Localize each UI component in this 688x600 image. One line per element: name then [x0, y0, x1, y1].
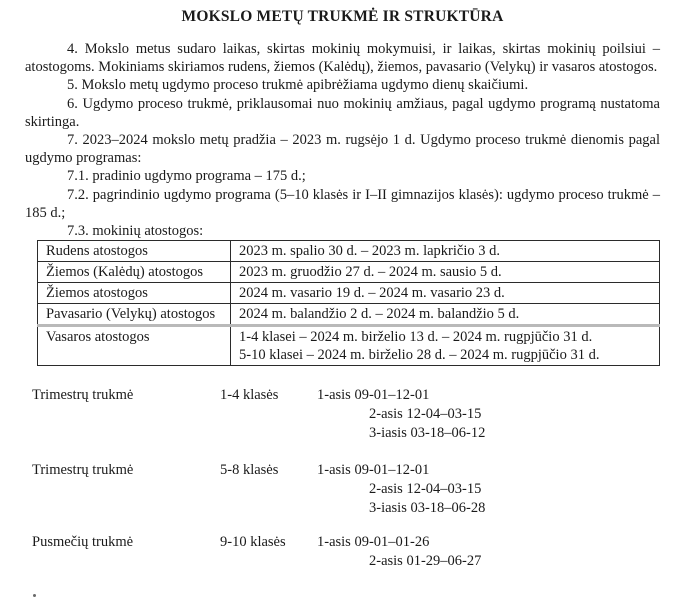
period-line: 3-iasis 03-18–06-28 [369, 500, 486, 517]
schedule-label: Pusmečių trukmė [32, 534, 134, 551]
vacation-name: Rudens atostogos [38, 241, 231, 262]
table-row [38, 326, 660, 366]
vacation-dates [231, 241, 660, 262]
schedule-classes: 9-10 klasės [220, 534, 286, 551]
schedule-label: Trimestrų trukmė [32, 387, 134, 404]
paragraph-7-1: 7.1. pradinio ugdymo programa – 175 d.; [67, 168, 306, 185]
page-title: MOKSLO METŲ TRUKMĖ IR STRUKTŪRA [181, 8, 504, 25]
schedule-periods [317, 533, 660, 571]
schedule-classes: 5-8 klasės [220, 462, 279, 479]
date-range: 2023 m. gruodžio 27 d. – 2024 m. sausio 5 d. [239, 264, 502, 281]
spacer [25, 518, 660, 533]
vacation-name: Žiemos atostogos [38, 283, 231, 304]
date-range: 2024 m. vasario 19 d. – 2024 m. vasario 23 d. [239, 285, 505, 302]
period-line: 1-asis 09-01–12-01 [317, 462, 430, 479]
vacation-table [37, 240, 660, 366]
scan-artifact-dot [33, 594, 36, 597]
vacation-dates [231, 304, 660, 326]
vacation-dates [231, 262, 660, 283]
vacation-dates [231, 283, 660, 304]
schedule-periods [317, 461, 660, 518]
schedule-trimesters-1-4 [32, 386, 660, 443]
paragraph-7-2: 7.2. pagrindinio ugdymo programa (5–10 klasės ir I–II gimnazijos klasės): ugdymo proceso trukmė – 185 d.; [25, 186, 660, 221]
date-range: 1-4 klasei – 2024 m. birželio 13 d. – 2024 m. rugpjūčio 31 d. [239, 329, 593, 346]
paragraph-4: 4. Mokslo metus sudaro laikas, skirtas mokinių mokymuisi, ir laikas, skirtas mokinių poilsiui – atostogoms. Mokiniams skiriamos rudens, žiemos (Kalėdų), žiemos, pavasario (Velykų) ir vasaros atostogos. [25, 41, 660, 76]
period-line: 1-asis 09-01–12-01 [317, 387, 430, 404]
period-line: 3-iasis 03-18–06-12 [369, 425, 486, 442]
schedule-semesters-9-10 [32, 533, 660, 571]
spacer [25, 366, 660, 386]
period-line: 2-asis 12-04–03-15 [369, 406, 482, 423]
date-range: 2023 m. spalio 30 d. – 2023 m. lapkričio 3 d. [239, 243, 500, 260]
period-line: 2-asis 01-29–06-27 [369, 553, 482, 570]
table-row [38, 262, 660, 283]
table-row [38, 304, 660, 326]
paragraph-7: 7. 2023–2024 mokslo metų pradžia – 2023 m. rugsėjo 1 d. Ugdymo proceso trukmė dienomis pagal ugdymo programas: [25, 132, 660, 167]
date-range: 2024 m. balandžio 2 d. – 2024 m. balandžio 5 d. [239, 306, 520, 323]
paragraph-7-3: 7.3. mokinių atostogos: [67, 223, 204, 240]
period-line: 1-asis 09-01–01-26 [317, 534, 430, 551]
schedule-trimesters-5-8 [32, 461, 660, 518]
table-row [38, 241, 660, 262]
vacation-name: Pavasario (Velykų) atostogos [38, 304, 231, 326]
vacation-name: Vasaros atostogos [38, 326, 231, 366]
table-row [38, 283, 660, 304]
spacer [25, 443, 660, 461]
schedule-label: Trimestrų trukmė [32, 462, 134, 479]
date-range: 5-10 klasei – 2024 m. birželio 28 d. – 2024 m. rugpjūčio 31 d. [239, 347, 600, 364]
paragraph-6: 6. Ugdymo proceso trukmė, priklausomai nuo mokinių amžiaus, pagal ugdymo programą nustatoma skirtinga. [25, 95, 660, 130]
schedule-periods [317, 386, 660, 443]
vacation-dates [231, 326, 660, 366]
vacation-name: Žiemos (Kalėdų) atostogos [38, 262, 231, 283]
period-line: 2-asis 12-04–03-15 [369, 481, 482, 498]
paragraph-5: 5. Mokslo metų ugdymo proceso trukmė apibrėžiama ugdymo dienų skaičiumi. [67, 77, 529, 94]
schedule-classes: 1-4 klasės [220, 387, 279, 404]
